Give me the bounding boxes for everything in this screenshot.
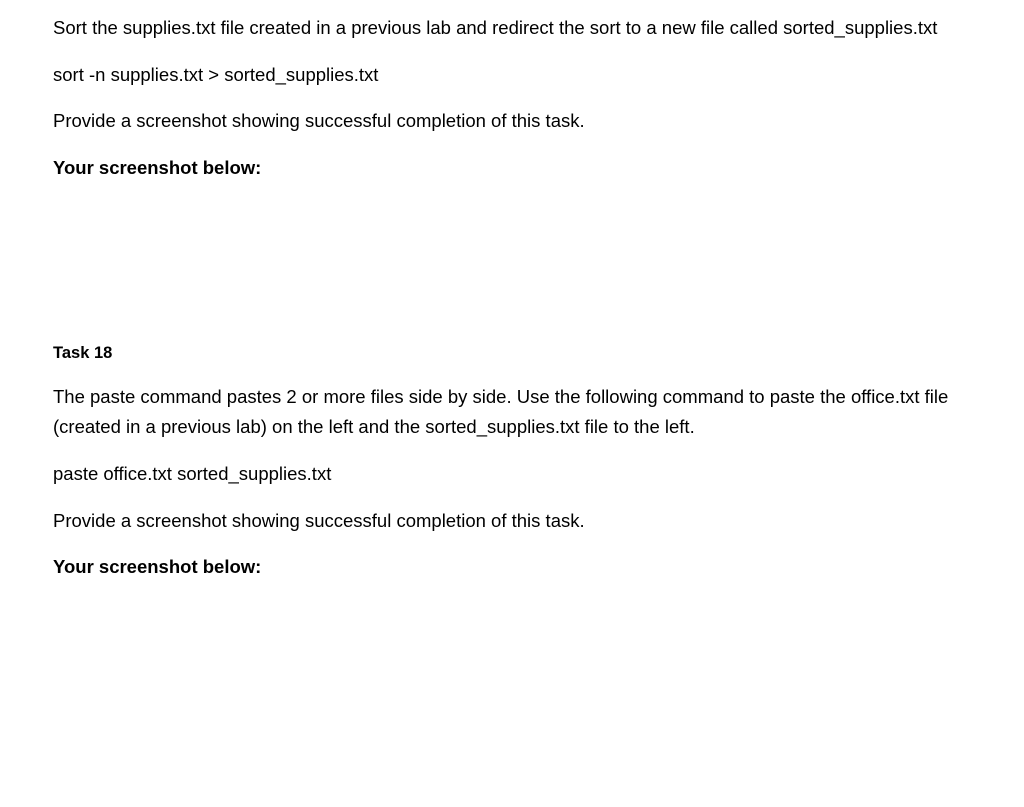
task18-screenshot-area (53, 590, 983, 790)
task18-screenshot-label: Your screenshot below: (53, 556, 262, 577)
task17-instruction: Sort the supplies.txt file created in a previous lab and redirect the sort to a new file called sorted_supplies.txt (53, 17, 938, 38)
task18-description-line2: (created in a previous lab) on the left and the sorted_supplies.txt file to the left. (53, 416, 695, 437)
task17-screenshot-label: Your screenshot below: (53, 157, 262, 178)
task18-heading: Task 18 (53, 344, 113, 362)
task18-command: paste office.txt sorted_supplies.txt (53, 463, 332, 484)
task18-provide-text: Provide a screenshot showing successful completion of this task. (53, 510, 585, 531)
task17-provide-text: Provide a screenshot showing successful completion of this task. (53, 110, 585, 131)
task17-command: sort -n supplies.txt > sorted_supplies.txt (53, 64, 379, 85)
task17-screenshot-area (53, 190, 983, 330)
task18-description-line1: The paste command pastes 2 or more files side by side. Use the following command to paste the office.txt file (53, 386, 949, 407)
